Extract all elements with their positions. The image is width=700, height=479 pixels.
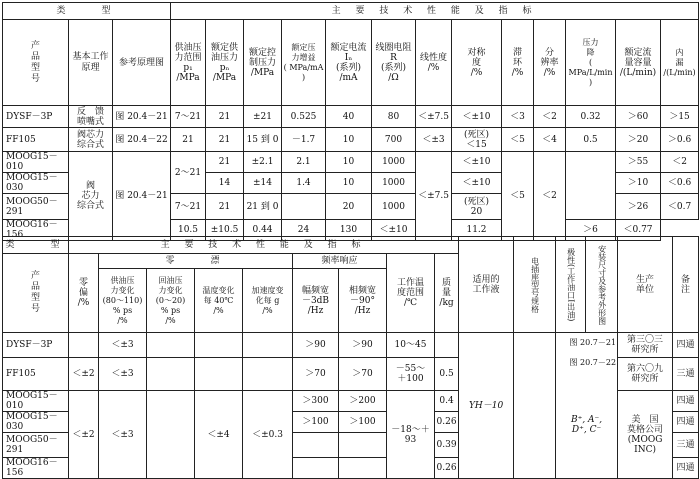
cell: 21	[206, 128, 244, 152]
size-ref-2: 图 20.7－22	[569, 358, 617, 367]
t1-linearity-header: 线性度 /%	[416, 20, 452, 106]
cell: ＜±3	[99, 391, 147, 479]
cell: ±21	[244, 106, 282, 128]
t2-freq-header: 频率响应	[293, 254, 387, 269]
table-row	[3, 106, 699, 128]
cell: ±2.1	[244, 152, 282, 173]
cell: ＜±10	[452, 106, 502, 128]
note-cell: 三通	[673, 433, 699, 458]
cell	[195, 333, 243, 358]
t2-mass-header: 质 量 /kg	[435, 254, 459, 333]
cell: 2～21	[171, 152, 206, 194]
cell: 0.525	[282, 106, 326, 128]
t1-main-header: 主 要 技 术 性 能 及 指 标	[171, 3, 699, 20]
t2-type-header: 类 型	[3, 237, 69, 254]
model-cell: MOOG16－156	[3, 458, 69, 479]
model-cell: MOOG50－291	[3, 194, 69, 220]
cell: 0.32	[566, 106, 616, 128]
cell: 20	[326, 194, 372, 220]
cell: ＜±2	[69, 391, 99, 479]
cell: ＜±7.5	[416, 152, 452, 241]
cell: 40	[326, 106, 372, 128]
cell: 10～45	[387, 333, 435, 358]
cell: ＞70	[339, 358, 387, 391]
cell: 21	[206, 194, 244, 220]
cell: ＜2	[661, 152, 699, 173]
cell: (死区) 20	[452, 194, 502, 220]
cell: 1.4	[282, 173, 326, 194]
cell: ＜3	[502, 106, 534, 128]
cell: ＞90	[339, 333, 387, 358]
cell: 7～21	[171, 194, 206, 220]
cell: ＞6	[566, 220, 616, 241]
cell: ＞70	[293, 358, 339, 391]
cell: 0.26	[435, 458, 459, 479]
cell: ＞200	[339, 391, 387, 412]
table-row	[3, 333, 699, 358]
cell: 7～21	[171, 106, 206, 128]
cell	[147, 391, 195, 479]
t1-resolution-header: 分 辨率 /%	[534, 20, 566, 106]
cell	[293, 433, 339, 458]
cell: 10	[326, 152, 372, 173]
t2-note-header: 备 注	[673, 237, 699, 333]
cell: 0.5	[435, 358, 459, 391]
cell: 阀 芯力 综合式	[69, 152, 113, 241]
note-cell: 四通	[673, 412, 699, 433]
cell: ＞10	[616, 173, 661, 194]
t2-drift-supply-header: 供油压 力变化 (80～110) % ps /%	[99, 269, 147, 333]
cell: ±14	[244, 173, 282, 194]
cell: 0.44	[244, 220, 282, 241]
t2-size-header: 安装尺寸及参考外形图	[586, 237, 618, 333]
cell: 图 20.4－21	[113, 152, 171, 241]
cell: ＞300	[293, 391, 339, 412]
t2-fluid-header: 适用的 工作液	[459, 237, 514, 333]
t1-current-header: 额定电流 Iₙ (系列) /mA	[326, 20, 372, 106]
t1-leak-header: 内 漏 /(L/min)	[661, 20, 699, 106]
cell	[339, 458, 387, 479]
cell: (死区) ＜15	[452, 128, 502, 152]
cell: ＞90	[293, 333, 339, 358]
cell	[147, 358, 195, 391]
cell: 21	[171, 128, 206, 152]
cell	[195, 358, 243, 391]
cell: ＜±10	[452, 152, 502, 173]
cell: ＜±10	[372, 220, 416, 241]
cell	[282, 194, 326, 220]
cell: ±10.5	[206, 220, 244, 241]
cell: 700	[372, 128, 416, 152]
cell: 阀芯力 综合式	[69, 128, 113, 152]
cell: 1000	[372, 194, 416, 220]
t2-drift-return-header: 回油压 力变化 (0～20) % ps /%	[147, 269, 195, 333]
cell: 10	[326, 173, 372, 194]
performance-table-1	[2, 2, 699, 241]
cell: 图 20.4－21	[113, 106, 171, 128]
cell: ＜0.6	[661, 173, 699, 194]
cell: 0.26	[435, 412, 459, 433]
cell: ＞100	[339, 412, 387, 433]
cell: －1.7	[282, 128, 326, 152]
note-cell: 四通	[673, 333, 699, 358]
cell: 2.1	[282, 152, 326, 173]
cell	[293, 458, 339, 479]
plug-cell	[514, 333, 556, 479]
cell: ＞60	[616, 106, 661, 128]
model-cell: MOOG16－156	[3, 220, 69, 241]
cell: 1000	[372, 173, 416, 194]
cell: 24	[282, 220, 326, 241]
cell: 130	[326, 220, 372, 241]
polarity-size-cell	[556, 333, 618, 479]
cell	[435, 333, 459, 358]
cell: 0.4	[435, 391, 459, 412]
cell: 80	[372, 106, 416, 128]
cell: ＜±0.3	[243, 391, 293, 479]
t1-type-header: 类 型	[3, 3, 171, 20]
model-cell: MOOG15－030	[3, 173, 69, 194]
t1-principle-header: 基本工作原理	[69, 20, 113, 106]
cell: ＞0.6	[661, 128, 699, 152]
cell: 反 馈 喷嘴式	[69, 106, 113, 128]
cell: ＜2	[534, 106, 566, 128]
t2-polarity-header: 极性(工作油口I出油)	[556, 237, 586, 333]
maker-cell: 第三〇三 研究所	[618, 333, 673, 358]
t2-model-header: 产 品 型 号	[3, 254, 69, 333]
size-ref-1: 图 20.7－21	[569, 338, 617, 347]
cell: ＜4	[534, 128, 566, 152]
cell: ＜±3	[416, 128, 452, 152]
cell: －55～ ＋100	[387, 358, 435, 391]
t2-amp-bandwidth-header: 幅频宽 －3dB /Hz	[293, 269, 339, 333]
t1-flow-header: 额定流 量容量 /(L/min)	[616, 20, 661, 106]
cell: ＜±2	[69, 358, 99, 391]
t2-plug-header: 电插座型号规格	[514, 237, 556, 333]
cell	[147, 333, 195, 358]
model-cell: MOOG15－030	[3, 412, 69, 433]
cell: 10.5	[171, 220, 206, 241]
note-cell: 四通	[673, 458, 699, 479]
cell: ＜±10	[452, 173, 502, 194]
t2-main-header: 主 要 技 术 性 能 及 指 标	[69, 237, 459, 254]
cell: ＜±3	[99, 333, 147, 358]
cell: 21	[206, 106, 244, 128]
cell: 11.2	[452, 220, 502, 241]
model-cell: FF105	[3, 128, 69, 152]
table-row	[3, 128, 699, 152]
cell: 10	[326, 128, 372, 152]
cell	[243, 358, 293, 391]
fluid-value: YH－10	[468, 400, 504, 411]
cell	[243, 333, 293, 358]
maker-cell: 美 国 莫格公司 (MOOG INC)	[618, 391, 673, 479]
cell: ＜5	[502, 128, 534, 152]
cell: 21	[206, 152, 244, 173]
model-cell: MOOG15－010	[3, 152, 69, 173]
t1-resistance-header: 线圈电阻 R (系列) /Ω	[372, 20, 416, 106]
cell: ＞20	[616, 128, 661, 152]
model-cell: FF105	[3, 358, 69, 391]
cell: －18～＋93	[387, 391, 435, 479]
t1-hysteresis-header: 滞 环 /%	[502, 20, 534, 106]
t2-drift-temp-header: 温度变化 每 40℃ /%	[195, 269, 243, 333]
t1-ref-header: 参考原理图	[113, 20, 171, 106]
t1-p1-header: 供油压 力范围 p₁ /MPa	[171, 20, 206, 106]
cell: ＞26	[616, 194, 661, 220]
cell	[69, 333, 99, 358]
cell: ＜0.7	[661, 194, 699, 220]
t1-model-header: 产 品 型 号	[3, 20, 69, 106]
note-cell: 四通	[673, 391, 699, 412]
cell: ＞55	[616, 152, 661, 173]
cell: ＜2	[534, 152, 566, 241]
cell: ＜±4	[195, 391, 243, 479]
cell: 0.5	[566, 128, 616, 152]
t1-pn-header: 额定供 油压力 pₙ /MPa	[206, 20, 244, 106]
cell: 15 到 0	[244, 128, 282, 152]
maker-cell: 第六〇九 研究所	[618, 358, 673, 391]
cell: ＜0.77	[616, 220, 661, 241]
cell: ＞15	[661, 106, 699, 128]
table-row	[3, 152, 699, 173]
cell: ＞100	[293, 412, 339, 433]
t2-zero-header: 零 偏 /%	[69, 254, 99, 333]
cell: 0.39	[435, 433, 459, 458]
fluid-cell	[459, 333, 514, 479]
cell	[566, 152, 616, 220]
t1-ctrl-header: 额定控 制压力 /MPa	[244, 20, 282, 106]
t1-gain-header: 额定压 力增益 ( MPa/mA )	[282, 20, 326, 106]
cell: 21 到 0	[244, 194, 282, 220]
cell: 1000	[372, 152, 416, 173]
cell: ＜±7.5	[416, 106, 452, 128]
t1-symmetry-header: 对称 度 /%	[452, 20, 502, 106]
cell: 14	[206, 173, 244, 194]
cell	[339, 433, 387, 458]
t1-pdrop-header: 压力 降 ( MPa/L/min )	[566, 20, 616, 106]
model-cell: DYSF－3P	[3, 106, 69, 128]
polarity-value: B⁺, A⁻, D⁺, C⁻	[570, 415, 603, 435]
t2-phase-bandwidth-header: 相频宽 －90° /Hz	[339, 269, 387, 333]
cell: ＜5	[502, 152, 534, 241]
t2-maker-header: 生产 单位	[618, 237, 673, 333]
cell: ＜±3	[99, 358, 147, 391]
model-cell: MOOG15－010	[3, 391, 69, 412]
t2-drift-accel-header: 加速度变 化每 g /%	[243, 269, 293, 333]
cell: 图 20.4－22	[113, 128, 171, 152]
performance-table-2	[2, 236, 699, 479]
t2-drift-header: 零 漂	[99, 254, 293, 269]
model-cell: MOOG50－291	[3, 433, 69, 458]
note-cell: 三通	[673, 358, 699, 391]
t2-temp-header: 工作温 度范围 /℃	[387, 254, 435, 333]
model-cell: DYSF－3P	[3, 333, 69, 358]
